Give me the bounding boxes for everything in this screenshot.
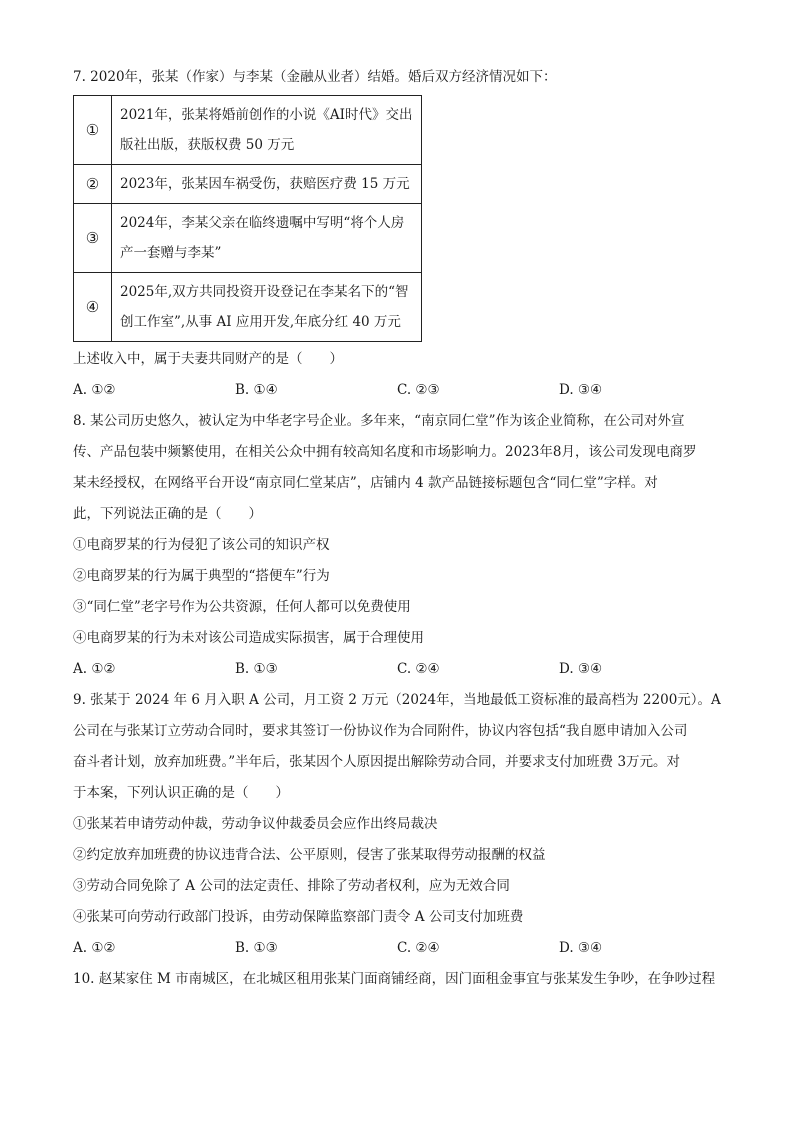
option-d: D. ③④ (559, 382, 603, 398)
option-d: D. ③④ (559, 661, 603, 677)
q8-stem-line: 此，下列说法正确的是（ ） (73, 506, 262, 522)
q9-statement: ④张某可向劳动行政部门投诉，由劳动保障监察部门责令 A 公司支付加班费 (73, 909, 524, 925)
table-row (74, 96, 422, 165)
row-text-line: 产一套赠与李某” (120, 245, 222, 261)
table-row (74, 273, 422, 342)
q7-income-table (73, 95, 422, 342)
option-a: A. ①② (73, 661, 116, 677)
q9-statement: ①张某若申请劳动仲裁，劳动争议仲裁委员会应作出终局裁决 (73, 816, 438, 832)
q8-statement: ①电商罗某的行为侵犯了该公司的知识产权 (73, 537, 330, 553)
q8-statement: ③“同仁堂”老字号作为公共资源，任何人都可以免费使用 (73, 599, 411, 615)
row-text-line: 2025年,双方共同投资开设登记在李某名下的“智 (120, 284, 409, 300)
table-row (74, 204, 422, 273)
q8-statement: ④电商罗某的行为未对该公司造成实际损害，属于合理使用 (73, 630, 424, 646)
row-number: ① (74, 96, 112, 165)
row-number: ④ (74, 273, 112, 342)
exam-page (73, 62, 745, 995)
option-b: B. ①③ (235, 661, 278, 677)
q7-options (73, 375, 745, 406)
q8-statement: ②电商罗某的行为属于典型的“搭便车”行为 (73, 568, 330, 584)
q9-options (73, 933, 745, 964)
row-text (112, 273, 422, 342)
q8-stem-line: 某未经授权，在网络平台开设“南京同仁堂某店”，店铺内 4 款产品链接标题包含“同仁堂”字样。对 (73, 475, 658, 491)
q9-stem-line: 9. 张某于 2024 年 6 月入职 A 公司，月工资 2 万元（2024年，当地最低工资标准的最高档为 2200元）。A (73, 692, 721, 708)
row-text-line: 创工作室”,从事 AI 应用开发,年底分红 40 万元 (120, 314, 401, 330)
table-row (74, 165, 422, 204)
option-c: C. ②④ (397, 940, 440, 956)
row-number: ② (74, 165, 112, 204)
option-a: A. ①② (73, 940, 116, 956)
row-text-line: 2024年，李某父亲在临终遗嘱中写明“将个人房 (120, 215, 405, 231)
option-b: B. ①③ (235, 940, 278, 956)
option-c: C. ②④ (397, 661, 440, 677)
row-text (112, 204, 422, 273)
q9-stem-line: 于本案，下列认识正确的是（ ） (73, 785, 289, 801)
row-number: ③ (74, 204, 112, 273)
q9-stem-line: 奋斗者计划，放弃加班费。”半年后，张某因个人原因提出解除劳动合同，并要求支付加班费 3万元。对 (73, 754, 681, 770)
option-c: C. ②③ (397, 382, 440, 398)
row-text-line: 2023年，张某因车祸受伤，获赔医疗费 15 万元 (120, 176, 410, 192)
row-text (112, 165, 422, 204)
q8-options (73, 654, 745, 685)
q9-statement: ③劳动合同免除了 A 公司的法定责任、排除了劳动者权利，应为无效合同 (73, 878, 510, 894)
option-b: B. ①④ (235, 382, 278, 398)
q10-stem-line: 10. 赵某家住 M 市南城区，在北城区租用张某门面商铺经商，因门面租金事宜与张某发生争吵，在争吵过程 (73, 971, 716, 987)
q9-statement: ②约定放弃加班费的协议违背合法、公平原则，侵害了张某取得劳动报酬的权益 (73, 847, 546, 863)
q9-stem-line: 公司在与张某订立劳动合同时，要求其签订一份协议作为合同附件，协议内容包括“我自愿申请加入公司 (73, 723, 688, 739)
q7-stem: 7. 2020年，张某（作家）与李某（金融从业者）结婚。婚后双方经济情况如下： (73, 69, 557, 85)
option-a: A. ①② (73, 382, 116, 398)
row-text-line: 版社出版，获版权费 50 万元 (120, 137, 295, 153)
q8-stem-line: 传、产品包装中频繁使用，在相关公众中拥有较高知名度和市场影响力。2023年8月，该公司发现电商罗 (73, 444, 697, 460)
q7-question: 上述收入中，属于夫妻共同财产的是（ ） (73, 351, 343, 367)
q8-stem-line: 8. 某公司历史悠久，被认定为中华老字号企业。多年来，“南京同仁堂”作为该企业简称，在公司对外宣 (73, 413, 685, 429)
row-text-line: 2021年，张某将婚前创作的小说《AI时代》交出 (120, 107, 413, 123)
row-text (112, 96, 422, 165)
option-d: D. ③④ (559, 940, 603, 956)
